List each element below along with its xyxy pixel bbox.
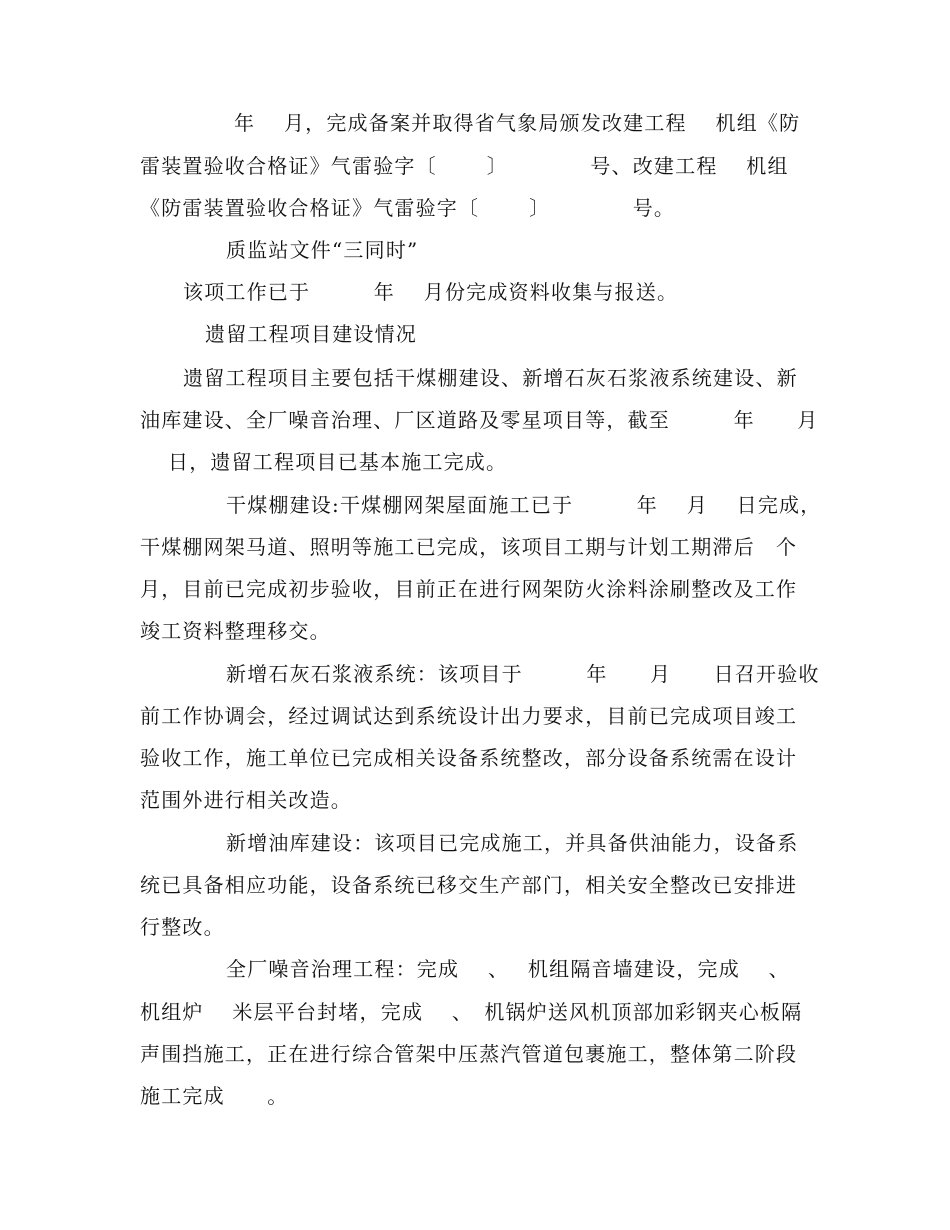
text-line-3: 《防雷装置验收合格证》气雷验字〔 〕 号。: [140, 196, 676, 220]
text-line-13: 竣工资料整理移交。: [140, 619, 331, 643]
text-line-23: 声围挡施工，正在进行综合管架中压蒸汽管道包裹施工，整体第二阶段: [140, 1042, 798, 1066]
text-line-20: 行整改。: [140, 915, 225, 939]
text-line-15: 前工作协调会，经过调试达到系统设计出力要求，目前已完成项目竣工: [140, 704, 798, 728]
text-line-4: 质监站文件“三同时”: [226, 238, 419, 262]
text-line-17: 范围外进行相关改造。: [140, 788, 352, 812]
text-line-24: 施工完成 。: [140, 1084, 289, 1108]
text-line-5: 该项工作已于 年 月份完成资料收集与报送。: [183, 280, 679, 304]
text-line-22: 机组炉 米层平台封堵，完成 、 机锅炉送风机顶部加彩钢夹心板隔: [140, 1000, 803, 1024]
text-line-11: 干煤棚网架马道、照明等施工已完成，该项目工期与计划工期滞后 个: [140, 535, 798, 559]
text-line-14: 新增石灰石浆液系统：该项目于 年 月 日召开验收: [226, 662, 820, 686]
text-line-2: 雷装置验收合格证》气雷验字〔 〕 号、改建工程 机组: [140, 154, 789, 178]
text-line-8: 油库建设、全厂噪音治理、厂区道路及零星项目等，截至 年 月: [140, 408, 819, 432]
text-line-18: 新增油库建设：该项目已完成施工，并具备供油能力，设备系: [226, 831, 799, 855]
text-line-9: 日，遗留工程项目已基本施工完成。: [168, 450, 508, 474]
text-line-10: 干煤棚建设:干煤棚网架屋面施工已于 年 月 日完成，: [226, 493, 822, 517]
text-line-21: 全厂噪音治理工程：完成 、 机组隔音墙建设，完成 、: [226, 957, 790, 981]
section-heading: 遗留工程项目建设情况: [205, 322, 417, 346]
text-line-1: 年 月，完成备案并取得省气象局颁发改建工程 机组《防: [234, 111, 801, 135]
text-line-7: 遗留工程项目主要包括干煤棚建设、新增石灰石浆液系统建设、新: [183, 366, 798, 390]
text-line-12: 月，目前已完成初步验收，目前正在进行网架防火涂料涂刷整改及工作: [140, 577, 798, 601]
text-line-19: 统已具备相应功能，设备系统已移交生产部门，相关安全整改已安排进: [140, 873, 798, 897]
text-line-16: 验收工作，施工单位已完成相关设备系统整改，部分设备系统需在设计: [140, 746, 798, 770]
